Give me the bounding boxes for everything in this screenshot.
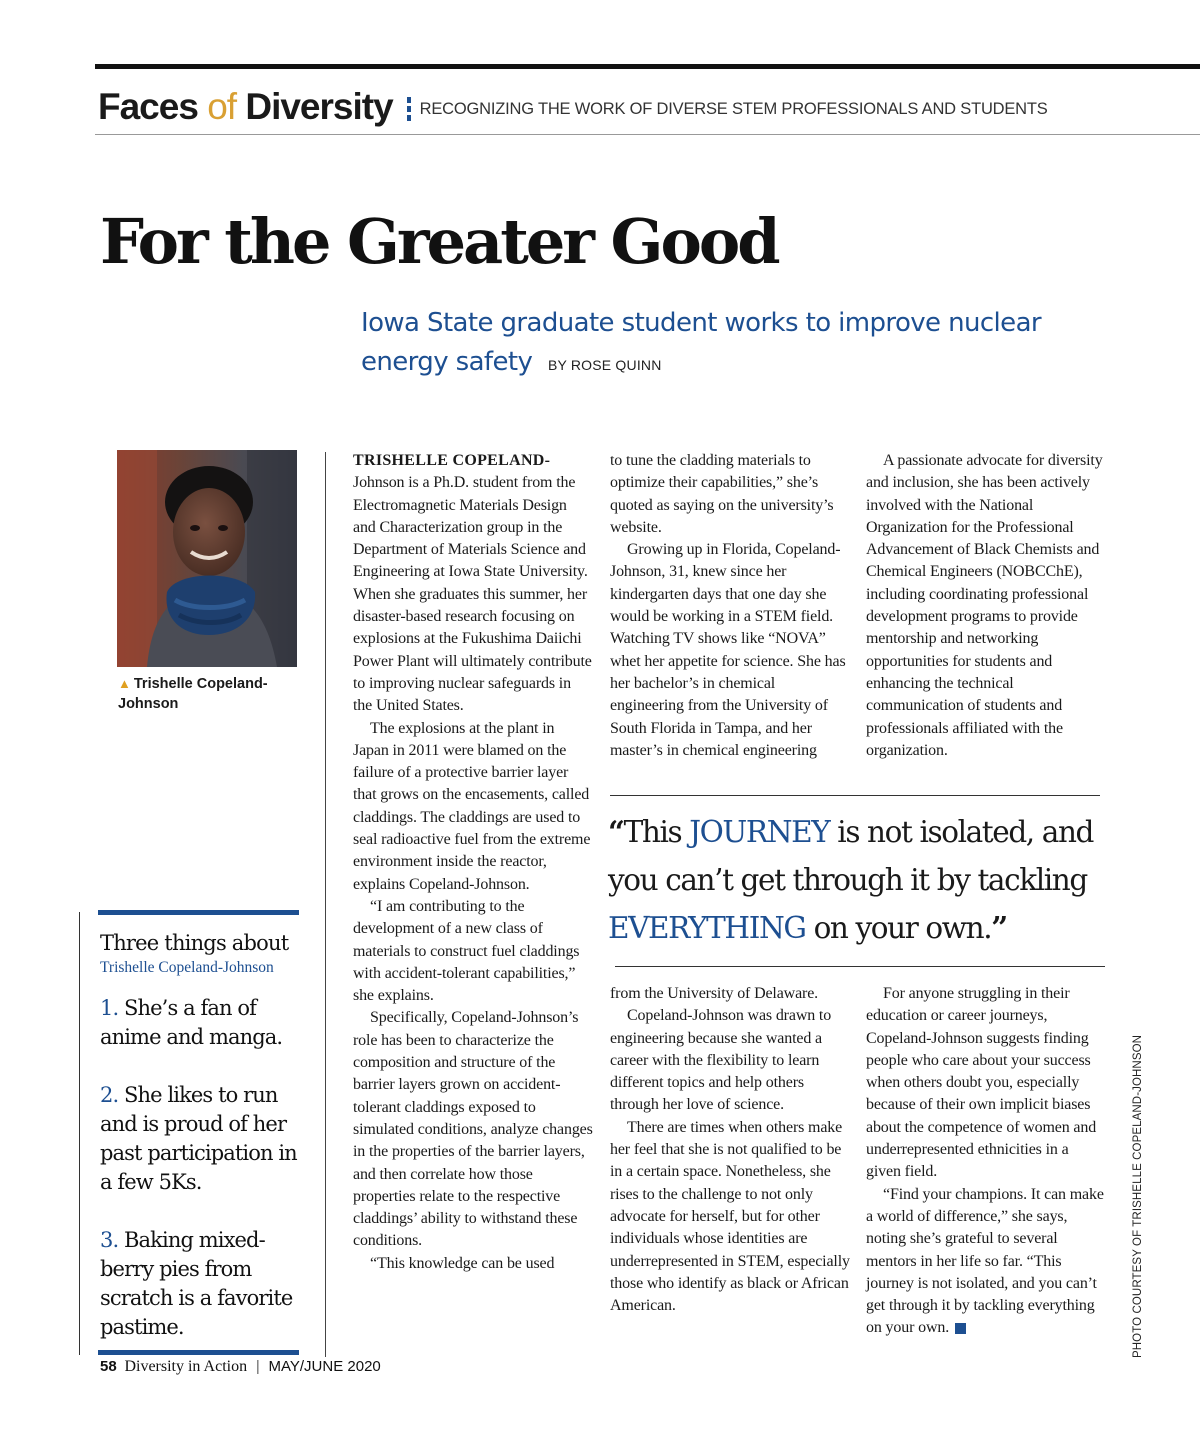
pullquote-text: on your own. [805, 911, 992, 945]
body-paragraph: Copeland-Johnson was drawn to engineering because she wanted a career with the flexibility to learn different topics and help others through her love of science. [610, 1007, 832, 1114]
fact-text: She likes to run and is proud of her past participation in a few 5Ks. [100, 1083, 297, 1194]
portrait-image [117, 450, 297, 667]
pullquote-rule-bottom [615, 966, 1105, 967]
body-paragraph: from the University of Delaware. [610, 985, 819, 1002]
sidebar-three-things [100, 928, 310, 1371]
section-name [98, 86, 393, 128]
header-rule [95, 134, 1200, 135]
body-paragraph: There are times when others make her feel that she is not qualified to be in a certain space. Nonetheless, she rises to the challenge to not only advocate for herself, but for other individuals whose identities are underrepresented in STEM, especially those who identify as black or African American. [610, 1118, 850, 1315]
article-deck [361, 304, 1061, 385]
fact-number: 3. [100, 1228, 119, 1252]
body-column-3 [866, 450, 1106, 762]
magazine-name: Diversity in Action [124, 1358, 248, 1375]
pullquote-text: is not isolated, and you can’t get through it by tackling [608, 815, 1094, 897]
body-column-1 [353, 450, 593, 1275]
fact-item [100, 994, 310, 1052]
deck-text: Iowa State graduate student works to improve nuclear energy safety [361, 308, 1041, 377]
pullquote-rule-top [610, 795, 1100, 796]
page-number: 58 [100, 1358, 117, 1375]
caption-text: Trishelle Copeland-Johnson [118, 676, 268, 712]
byline: BY ROSE QUINN [547, 357, 662, 373]
body-paragraph: For anyone struggling in their education or career journeys, Copeland-Johnson suggests finding people who care about your success when others doubt you, especially because of their own implicit biases about the competence of women and underrepresented ethnicities in a given field. [866, 985, 1097, 1181]
body-paragraph [866, 1184, 1106, 1340]
body-paragraph: “This knowledge can be used [370, 1254, 555, 1272]
section-name-part: Faces [98, 86, 208, 127]
footer-separator: | [255, 1358, 260, 1375]
pullquote-highlight: JOURNEY [689, 815, 830, 849]
body-paragraph: Growing up in Florida, Copeland-Johnson, 31, knew since her kindergarten days that one day she would be working in a STEM field. Watching TV shows like “NOVA” whet her appetite for science. She has her bachelor’s in chemical engineering from the University of South Florida in Tampa, and her master’s in chemical engineering [610, 541, 846, 759]
body-paragraph: Specifically, Copeland-Johnson’s role has been to characterize the composition and structure of the barrier layers grown on accident-tolerant claddings exposed to simulated conditions, analyze changes in the properties of the barrier layers, and then correlate how those properties relate to the respective claddings’ ability to withstand these conditions. [353, 1009, 593, 1250]
fact-item [100, 1226, 310, 1342]
body-column-2 [610, 450, 850, 762]
sidebar-subtitle: Trishelle Copeland-Johnson [100, 959, 274, 976]
portrait-photo [117, 450, 297, 667]
body-paragraph [353, 450, 593, 718]
fact-item [100, 1081, 310, 1197]
section-name-of: of [207, 86, 237, 127]
pullquote [608, 808, 1128, 952]
fact-number: 1. [100, 996, 119, 1020]
section-name-part: Diversity [236, 86, 393, 127]
body-column-2-lower [610, 983, 850, 1317]
sidebar-title: Three things about [100, 931, 289, 955]
close-quote: ” [991, 910, 1007, 945]
body-paragraph: The explosions at the plant in Japan in 2011 were blamed on the failure of a protective barrier layer that grows on the encasements, called claddings. The claddings are used to seal radioactive fuel from the extreme environment inside the reactor, explains Copeland-Johnson. [353, 719, 591, 893]
photo-caption [118, 674, 298, 714]
body-paragraph: “I am contributing to the development of a new class of materials to construct fuel claddings with accident-tolerant capabilities,” she explains. [353, 897, 580, 1005]
issue-date: MAY/JUNE 2020 [268, 1358, 381, 1375]
column-divider [325, 452, 326, 1357]
sidebar-vertical-line [79, 912, 80, 1355]
body-column-3-lower [866, 983, 1106, 1340]
paragraph-text: Johnson is a Ph.D. student from the Electromagnetic Materials Design and Characterization group in the Department of Materials Science and Engineering at Iowa State University. When she graduates this summer, her disaster-based research focusing on explosions at the Fukushima Daiichi Power Plant will ultimately contribute to improving nuclear safeguards in the United States. [353, 474, 592, 715]
photo-credit: PHOTO COURTESY OF TRISHELLE COPELAND-JOHNSON [1132, 1034, 1144, 1358]
page-footer [100, 1358, 381, 1376]
pullquote-text: This [623, 815, 690, 849]
paragraph-text: “Find your champions. It can make a world of difference,” she says, noting she’s grateful to several mentors in her life so far. “This journey is not isolated, and you can’t get through it by tackling everything on your own. [866, 1185, 1104, 1337]
fact-text: Baking mixed-berry pies from scratch is a favorite pastime. [100, 1228, 293, 1339]
fact-number: 2. [100, 1083, 119, 1107]
lead-in: TRISHELLE COPELAND- [353, 452, 551, 469]
fact-text: She’s a fan of anime and manga. [100, 996, 283, 1049]
article-headline: For the Greater Good [100, 205, 778, 278]
sidebar-rule-top [98, 910, 299, 915]
body-paragraph: to tune the cladding materials to optimize their capabilities,” she’s quoted as saying on the university’s website. [610, 452, 834, 536]
open-quote: “ [608, 814, 624, 849]
body-paragraph: A passionate advocate for diversity and inclusion, she has been actively involved with the National Organization for the Professional Advancement of Black Chemists and Chemical Engineers (NOBCChE), including coordinating professional development programs to provide mentorship and networking opportunities for students and enhancing the technical communication of students and professionals affiliated with the organization. [866, 452, 1103, 759]
top-rule [95, 64, 1200, 69]
separator-icon [407, 97, 411, 121]
pullquote-highlight: EVERYTHING [608, 911, 806, 945]
section-header [98, 82, 1048, 132]
triangle-up-icon: ▲ [118, 676, 131, 691]
sidebar-rule-bottom [98, 1350, 299, 1355]
section-tagline: RECOGNIZING THE WORK OF DIVERSE STEM PROFESSIONALS AND STUDENTS [419, 99, 1048, 118]
end-square-icon [955, 1323, 966, 1334]
